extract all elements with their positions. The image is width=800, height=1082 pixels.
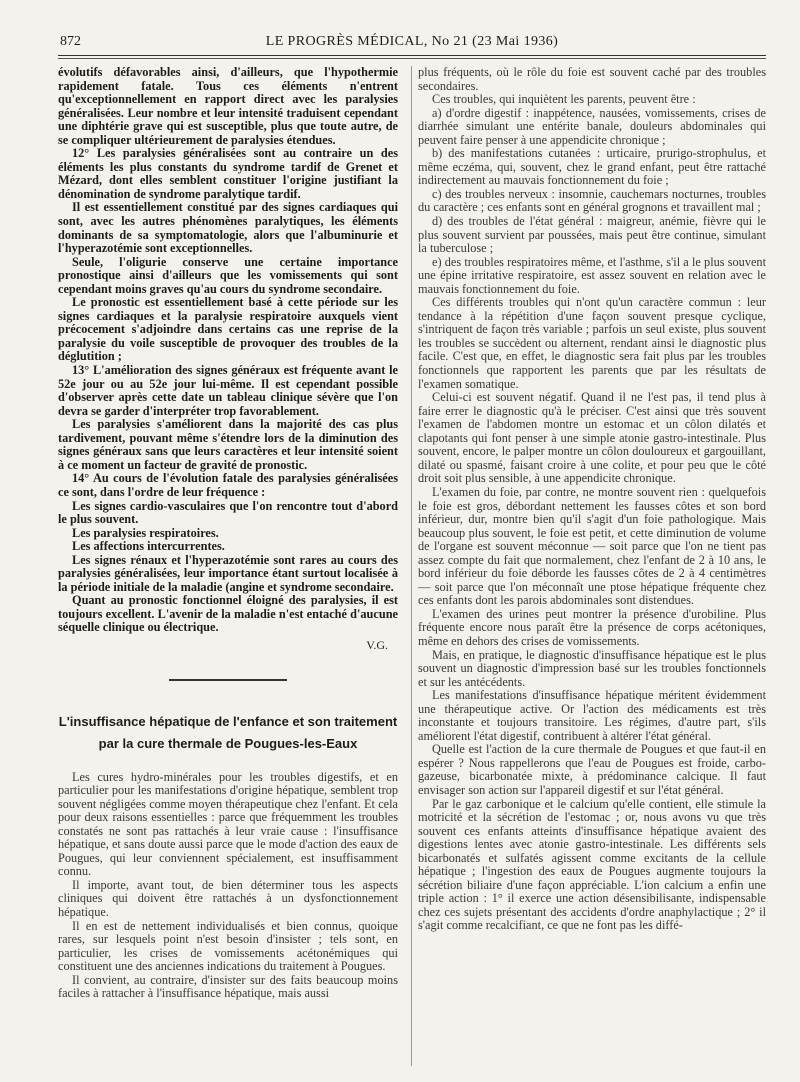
paragraph: Il convient, au contraire, d'insister sur des faits beaucoup moins faciles à rattacher à l'insuffisance hépatique, mais aussi [58,972,398,1001]
page-header [58,34,766,54]
paragraph: b) des manifestations cutanées : urticaire, prurigo-strophulus, et même eczéma, qui, souvent, chez le grand enfant, peut être rattaché indirectement au mauvais fonctionnement du foie ; [418,146,766,188]
paragraph: 14° Au cours de l'évolution fatale des paralysies généralisées ce sont, dans l'ordre de leur fréquence : [58,471,398,499]
paragraph: Les paralysies respiratoires. [72,525,219,540]
article-title-line-2: par la cure thermale de Pougues-les-Eaux [98,735,358,751]
paragraph: Ces troubles, qui inquiètent les parents, peuvent être : [432,92,696,107]
paragraph: a) d'ordre digestif : inappétence, nausées, vomissements, crises de diarrhée simulant une entérite banale, douleurs abdominales qui peuvent faire penser à une appendicite chronique ; [418,105,766,147]
left-column [58,66,398,1001]
paragraph: Ces différents troubles qui n'ont qu'un caractère commun : leur tendance à la répétition d'une façon souvent presque cyclique, s'intriquent de façon très variable ; parfois un seul existe, plus souvent les troubles se succèdent ou alternent, rendant ainsi le diagnostic plus facile. C'est que, en effet, le diagnostic sera fait plus par les troubles fonctionnels que rapportent les parents que par les résultats de l'examen somatique. [418,295,766,391]
paragraph: L'examen des urines peut montrer la présence d'urobiline. Plus fréquente encore nous paraît être la présence de corps acétoniques, même en dehors des crises de vomissements. [418,606,766,648]
paragraph: Les affections intercurrentes. [72,539,225,554]
paragraph: plus fréquents, où le rôle du foie est souvent caché par des troubles secondaires. [418,65,766,93]
paragraph: évolutifs défavorables ainsi, d'ailleurs, que l'hypothermie rapidement fatale. Tous ces éléments n'entrent qu'exceptionnellement en rapport direct avec les paralysies généralisées. Leur nombre et leur intensité traduisent cependant une diphtérie grave qui est susceptible, plus que toute autre, de se compliquer ultérieurement de paralysies étendues. [58,65,398,147]
paragraph: Les manifestations d'insuffisance hépatique méritent évidemment une thérapeutique active. Or l'action des médicaments est très inconstante et toujours transitoire. Les régimes, d'autre part, s'ils améliorent l'état digestif, contribuent à altérer l'état général. [418,688,766,743]
section-divider [169,679,287,681]
paragraph: Par le gaz carbonique et le calcium qu'elle contient, elle stimule la motricité et la sécrétion de l'estomac ; or, nous avons vu que très souvent ces enfants atteints d'insuffisance hépatique avaient des digestions lentes avec atonie gastro-intestinale. Les différents sels bicarbonatés et sulfatés agissent comme excitants de la cellule hépatique ; l'ingestion des eaux de Pougues augmente toujours la sécrétion biliaire d'une façon appréciable. L'ion calcium a enfin une triple action : 1° il exerce une action désensibilisante, indispensable chez ces sujets présentant des accidents d'ordre anaphylactique ; 2° il s'agit comme recalcifiant, ce que ne font pas les diffé- [418,796,766,933]
running-title: LE PROGRÈS MÉDICAL, No 21 (23 Mai 1936) [265,34,559,49]
right-column [418,66,766,933]
paragraph: Il est essentiellement constitué par des signes cardiaques qui sont, avec les autres phénomènes paralytiques, les éléments dominants de sa symptomatologie, alors que l'albuminurie et l'hyperazotémie sont exceptionnelles. [58,200,398,256]
paragraph: Les signes cardio-vasculaires que l'on rencontre tout d'abord le plus souvent. [58,498,398,527]
paragraph: Quant au pronostic fonctionnel éloigné des paralysies, il est toujours excellent. L'avenir de la maladie n'est entaché d'aucune séquelle clinique ou électrique. [58,593,398,635]
paragraph: Le pronostic est essentiellement basé à cette période sur les signes cardiaques et la paralysie respiratoire auxquels vient précocement s'adjoindre dans certains cas une reprise de la paralysie du voile susceptible de provoquer des troubles de la déglutition ; [58,295,398,364]
paragraph: Les cures hydro-minérales pour les troubles digestifs, et en particulier pour les manifestations d'origine hépatique, semblent trop souvent négligées comme moyen thérapeutique chez l'enfant. Et cela pour deux raisons essentielles : parce que fréquemment les troubles constatés ne sont pas rattachés à leur vraie cause : l'insuffisance hépatique, et sans doute aussi parce que le mode d'action des eaux de Pougues, qui leur conviennent spécialement, est insuffisamment connu. [58,769,398,879]
header-rule [58,55,766,56]
paragraph: Celui-ci est souvent négatif. Quand il ne l'est pas, il tend plus à faire errer le diagnostic qu'à le préciser. C'est ainsi que très souvent l'examen de l'abdomen montre un estomac et un côlon dilatés et clapotants qui font penser à une simple atonie gastro-intestinale. Plus souvent, encore, le palper montre un côlon douloureux et gargouillant, dilaté ou spasmé, faisant croire à une colite, et pour peu que le côté droit soit plus sensible, à une appendicite chronique. [418,390,766,486]
paragraph: Les paralysies s'améliorent dans la majorité des cas plus tardivement, pouvant même s'étendre lors de la diminution des signes généraux sans que leurs caractères et leur intensité soient à ce moment un facteur de gravité de pronostic. [58,417,398,472]
article-title-line-1: L'insuffisance hépatique de l'enfance et son traitement [58,713,398,729]
article-title [58,711,398,755]
paragraph: Quelle est l'action de la cure thermale de Pougues et que faut-il en espérer ? Nous rappellerons que l'eau de Pougues est froide, carbo-gazeuse, bicarbonatée mixte, à prédominance calcique. Il faut envisager son action sur l'appareil digestif et sur l'état général. [418,742,766,797]
paragraph: Mais, en pratique, le diagnostic d'insuffisance hépatique est le plus souvent un diagnostic d'impression basé sur les troubles fonctionnels et sur les antécédents. [418,647,766,689]
paragraph: L'examen du foie, par contre, ne montre souvent rien : quelquefois le foie est gros, débordant nettement les fausses côtes et son bord inférieur, dur, montre bien qu'il s'agit d'un foie pathologique. Mais beaucoup plus souvent, le foie est petit, et cette diminution de volume de l'organe est souvent méconnue — soit parce que l'on ne tient pas assez compte du fait que normalement, chez l'enfant de 2 à 10 ans, le bord inférieur du foie déborde les fausses côtes de 2 à 4 centimètres — soit parce que l'on méconnaît une ptose hépatique fréquente chez ces enfants dont les parois abdominales sont distendues. [418,484,766,608]
paragraph: Les signes rénaux et l'hyperazotémie sont rares au cours des paralysies généralisées, leur importance étant surtout localisée à la période initiale de la maladie (angine et syndrome secondaire. [58,552,398,594]
paragraph: 13° L'amélioration des signes généraux est fréquente avant le 52e jour ou au 52e jour lui-même. Il est cependant possible d'observer après cette date un tableau clinique sévère que l'on devra se garder d'interpréter trop favorablement. [58,363,398,418]
paragraph: d) des troubles de l'état général : maigreur, anémie, fièvre qui le plus souvent survient par poussées, mais peut être continue, simulant la tuberculose ; [418,214,766,256]
page-number: 872 [60,34,81,49]
paragraph: e) des troubles respiratoires même, et l'asthme, s'il a le plus souvent une épine irritative respiratoire, est assez souvent en relation avec le mauvais fonctionnement du foie. [418,254,766,296]
paragraph: Il importe, avant tout, de bien déterminer tous les aspects cliniques qui doivent être rattachés à un dysfonctionnement hépatique. [58,877,398,919]
paragraph: Seule, l'oligurie conserve une certaine importance pronostique ainsi d'ailleurs que les vomissements qui sont cependant moins graves qu'au cours du syndrome secondaire. [58,254,398,296]
paragraph: Il en est de nettement individualisés et bien connus, quoique rares, sur lesquels point n'est besoin d'insister ; tels sont, en particulier, les crises de vomissements acétonémiques qui constituent une des anciennes indications du traitement à Pougues. [58,918,398,974]
paragraph: c) des troubles nerveux : insomnie, cauchemars nocturnes, troubles du caractère ; ces enfants sont en général grognons et travaillent mal ; [418,186,766,215]
signature: V.G. [366,637,388,652]
column-separator [411,66,412,1066]
header-rule-double [58,58,766,59]
paragraph: 12° Les paralysies généralisées sont au contraire un des éléments les plus constants du syndrome tardif de Grenet et Mézard, dont elles semblent constituer l'origine justifiant la dénomination de syndrome paralytique tardif. [58,146,398,201]
